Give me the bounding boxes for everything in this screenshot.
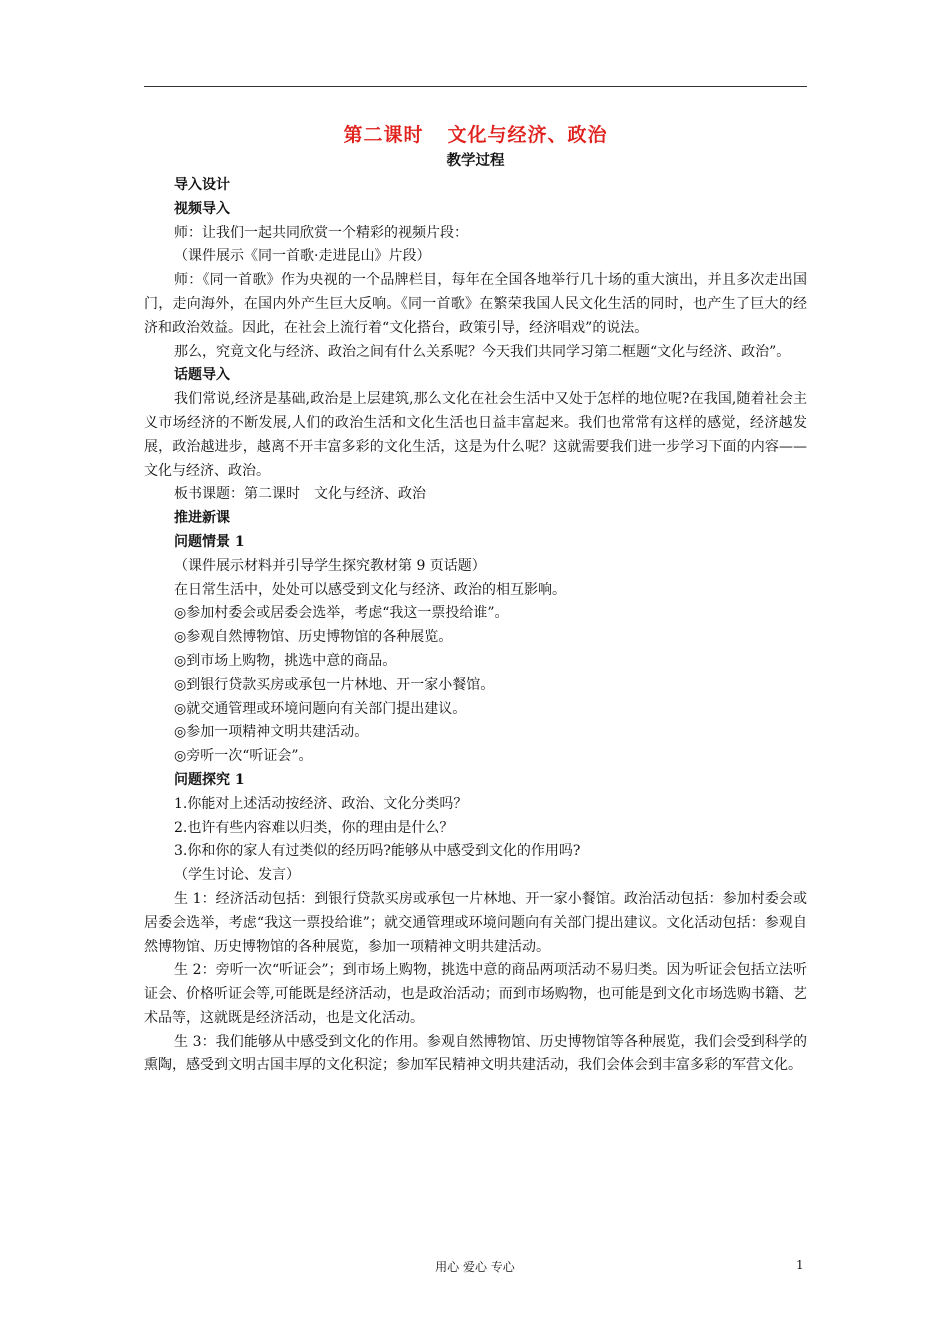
paragraph: ◎到市场上购物，挑选中意的商品。 bbox=[174, 652, 397, 669]
paragraph: （学生讨论、发言） bbox=[174, 867, 300, 884]
section-heading: 视频导入 bbox=[174, 200, 230, 217]
section-heading: 导入设计 bbox=[174, 177, 230, 193]
page-title bbox=[144, 120, 807, 150]
paragraph-list bbox=[144, 174, 807, 1078]
section-heading: 话题导入 bbox=[174, 367, 230, 384]
document-body bbox=[144, 120, 807, 1078]
paragraph: 我们常说,经济是基础,政治是上层建筑,那么文化在社会生活中又处于怎样的地位呢?在我国,随着社会主义市场经济的不断发展,人们的政治生活和文化生活也日益丰富起来。我们也常常有这样的感觉，经济越发展，政治越进步，越离不开丰富多彩的文化生活，这是为什么呢？这就需要我们进一步学习下面的内容——文化与经济、政治。 bbox=[144, 391, 807, 479]
paragraph: 3.你和你的家人有过类似的经历吗?能够从中感受到文化的作用吗? bbox=[174, 843, 581, 860]
title-topic: 文化与经济、政治 bbox=[447, 124, 608, 146]
paragraph: 生 1：经济活动包括：到银行贷款买房或承包一片林地、开一家小餐馆。政治活动包括：参加村委会或居委会选举，考虑“我这一票投给谁”；就交通管理或环境问题向有关部门提出建议。文化活动包括：参观自然博物馆、历史博物馆的各种展览，参加一项精神文明共建活动。 bbox=[144, 890, 807, 955]
paragraph: 那么，究竟文化与经济、政治之间有什么关系呢？今天我们共同学习第二框题“文化与经济、政治”。 bbox=[174, 343, 791, 360]
paragraph: ◎参加一项精神文明共建活动。 bbox=[174, 724, 369, 741]
paragraph: 2.也许有些内容难以归类，你的理由是什么？ bbox=[174, 819, 454, 836]
paragraph: ◎参观自然博物馆、历史博物馆的各种展览。 bbox=[174, 629, 453, 646]
paragraph: 师：《同一首歌》作为央视的一个品牌栏目，每年在全国各地举行几十场的重大演出，并且多次走出国门，走向海外，在国内外产生巨大反响。《同一首歌》在繁荣我国人民文化生活的同时，也产生了巨大的经济和政治效益。因此，在社会上流行着“文化搭台，政策引导，经济唱戏”的说法。 bbox=[144, 272, 807, 336]
paragraph: 生 2：旁听一次“听证会”；到市场上购物，挑选中意的商品两项活动不易归类。因为听证会包括立法听证会、价格听证会等,可能既是经济活动，也是政治活动；而到市场购物，也可能是到文化市场选购书籍、艺术品等，这就既是经济活动，也是文化活动。 bbox=[144, 962, 807, 1026]
footer-text: 用心 爱心 专心 bbox=[435, 1260, 515, 1274]
paragraph: ◎就交通管理或环境问题向有关部门提出建议。 bbox=[174, 700, 467, 717]
paragraph: 生 3：我们能够从中感受到文化的作用。参观自然博物馆、历史博物馆等各种展览，我们会受到科学的熏陶，感受到文明古国丰厚的文化积淀；参加军民精神文明共建活动，我们会体会到丰富多彩的军营文化。 bbox=[144, 1033, 807, 1074]
section-heading: 问题探究 1 bbox=[174, 771, 245, 788]
paragraph: ◎旁听一次“听证会”。 bbox=[174, 748, 313, 765]
paragraph: 在日常生活中，处处可以感受到文化与经济、政治的相互影响。 bbox=[174, 581, 566, 598]
paragraph: ◎参加村委会或居委会选举，考虑“我这一票投给谁”。 bbox=[174, 605, 509, 622]
paragraph: （课件展示材料并引导学生探究教材第 9 页话题） bbox=[174, 557, 486, 574]
page-number: 1 bbox=[796, 1258, 804, 1272]
header-rule bbox=[144, 86, 807, 87]
paragraph: 板书课题：第二课时 文化与经济、政治 bbox=[174, 486, 426, 503]
paragraph: 师：让我们一起共同欣赏一个精彩的视频片段： bbox=[174, 224, 468, 241]
paragraph: ◎到银行贷款买房或承包一片林地、开一家小餐馆。 bbox=[174, 676, 495, 693]
section-heading: 推进新课 bbox=[174, 510, 230, 527]
paragraph: 1.你能对上述活动按经济、政治、文化分类吗？ bbox=[174, 795, 468, 812]
page-subtitle: 教学过程 bbox=[446, 152, 505, 169]
paragraph: （课件展示《同一首歌·走进昆山》片段） bbox=[174, 248, 431, 265]
section-heading: 问题情景 1 bbox=[174, 533, 245, 550]
title-lesson: 第二课时 bbox=[343, 124, 424, 146]
